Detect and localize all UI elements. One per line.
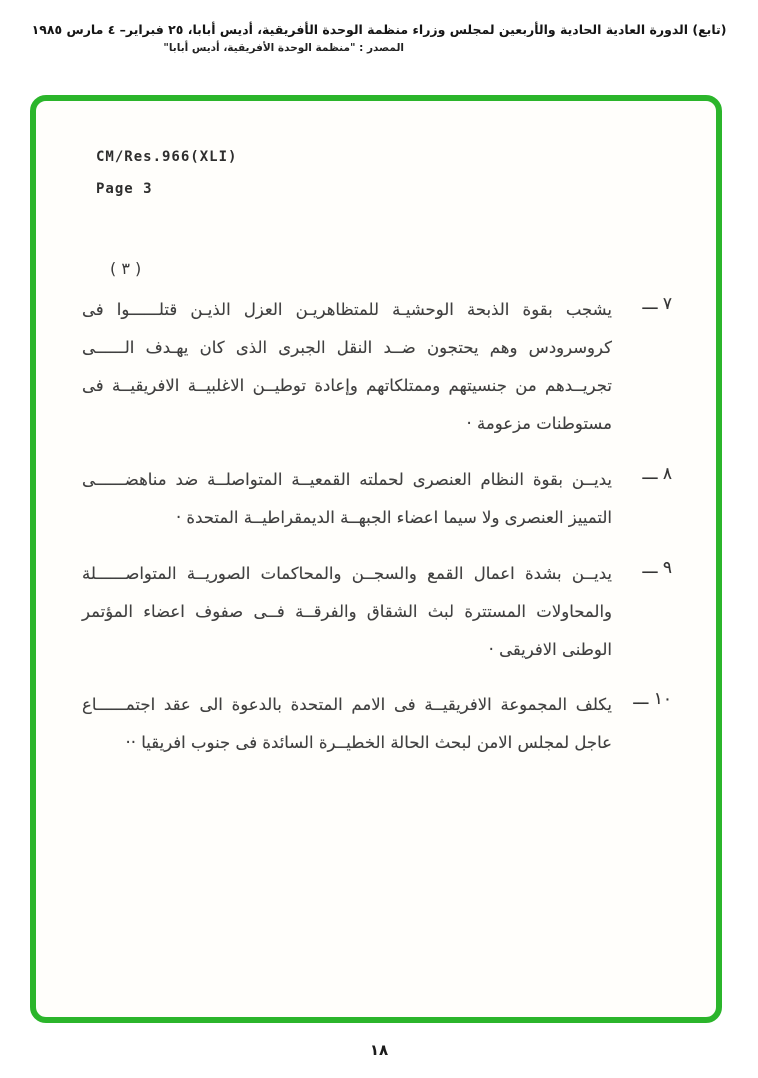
document-page-label: Page 3 — [96, 181, 153, 197]
paragraph-item — [82, 686, 672, 762]
paragraph-text: يديــن بشدة اعمال القمع والسجــن والمحاكمات الصوريــة المتواصــــــلة والمحاولات المستترة لبث الشقاق والفرقــة فــى صفوف اعضاء المؤتمر الوطنى الافريقى · — [82, 563, 612, 659]
document-reference: CM/Res.966(XLI) — [96, 149, 238, 165]
paragraph-number: ١٠ ـــ — [633, 689, 672, 710]
paragraph-number: ٧ ـــ — [642, 294, 672, 314]
header-source-line: المصدر : "منظمة الوحدة الأفريقية، أديس أبابا" — [163, 42, 404, 54]
bibliographic-header — [14, 22, 744, 54]
paragraph-number: ٩ ـــ — [642, 557, 672, 578]
section-marker: ( ٣ ) — [110, 259, 142, 278]
paragraph-text: يشجب بقوة الذبحة الوحشيـة للمتظاهريـن العزل الذيـن قتلــــــوا فى كروسرودس وهم يحتجون ضــد النقل الجبرى الذى كان يهـدف الــــــى تجريــدهم من جنسيتهم وممتلكاتهم وإعادة توطيــن الاغلبيــة الافريقيــة فى مستوطنات مزعومة · — [82, 300, 612, 433]
scan-frame — [30, 95, 722, 1023]
paragraph-item — [82, 555, 672, 669]
paragraph-text: يكلف المجموعة الافريقيــة فى الامم المتحدة بالدعوة الى عقد اجتمــــــاع عاجل لمجلس الامن لبحث الحالة الخطيــرة السائدة فى جنوب افريقيا ·· — [82, 695, 612, 753]
paragraph-item — [82, 461, 672, 537]
header-session-line: (تابع) الدورة العادية الحادية والأربعين لمجلس وزراء منظمة الوحدة الأفريقية، أديس أبابا، ٢٥ فبراير– ٤ مارس ١٩٨٥ — [31, 22, 727, 37]
scan-content — [36, 101, 716, 1017]
paragraph-list — [82, 291, 672, 780]
page-footer — [0, 1040, 758, 1059]
page-number: ١٨ — [369, 1041, 389, 1059]
paragraph-item — [82, 291, 672, 443]
paragraph-text: يديــن بقوة النظام العنصرى لحملته القمعيــة المتواصلــة ضد مناهضــــــى التمييز العنصرى ولا سيما اعضاء الجبهــة الديمقراطيــة المتحدة · — [82, 469, 612, 527]
paragraph-number: ٨ ـــ — [642, 463, 672, 484]
